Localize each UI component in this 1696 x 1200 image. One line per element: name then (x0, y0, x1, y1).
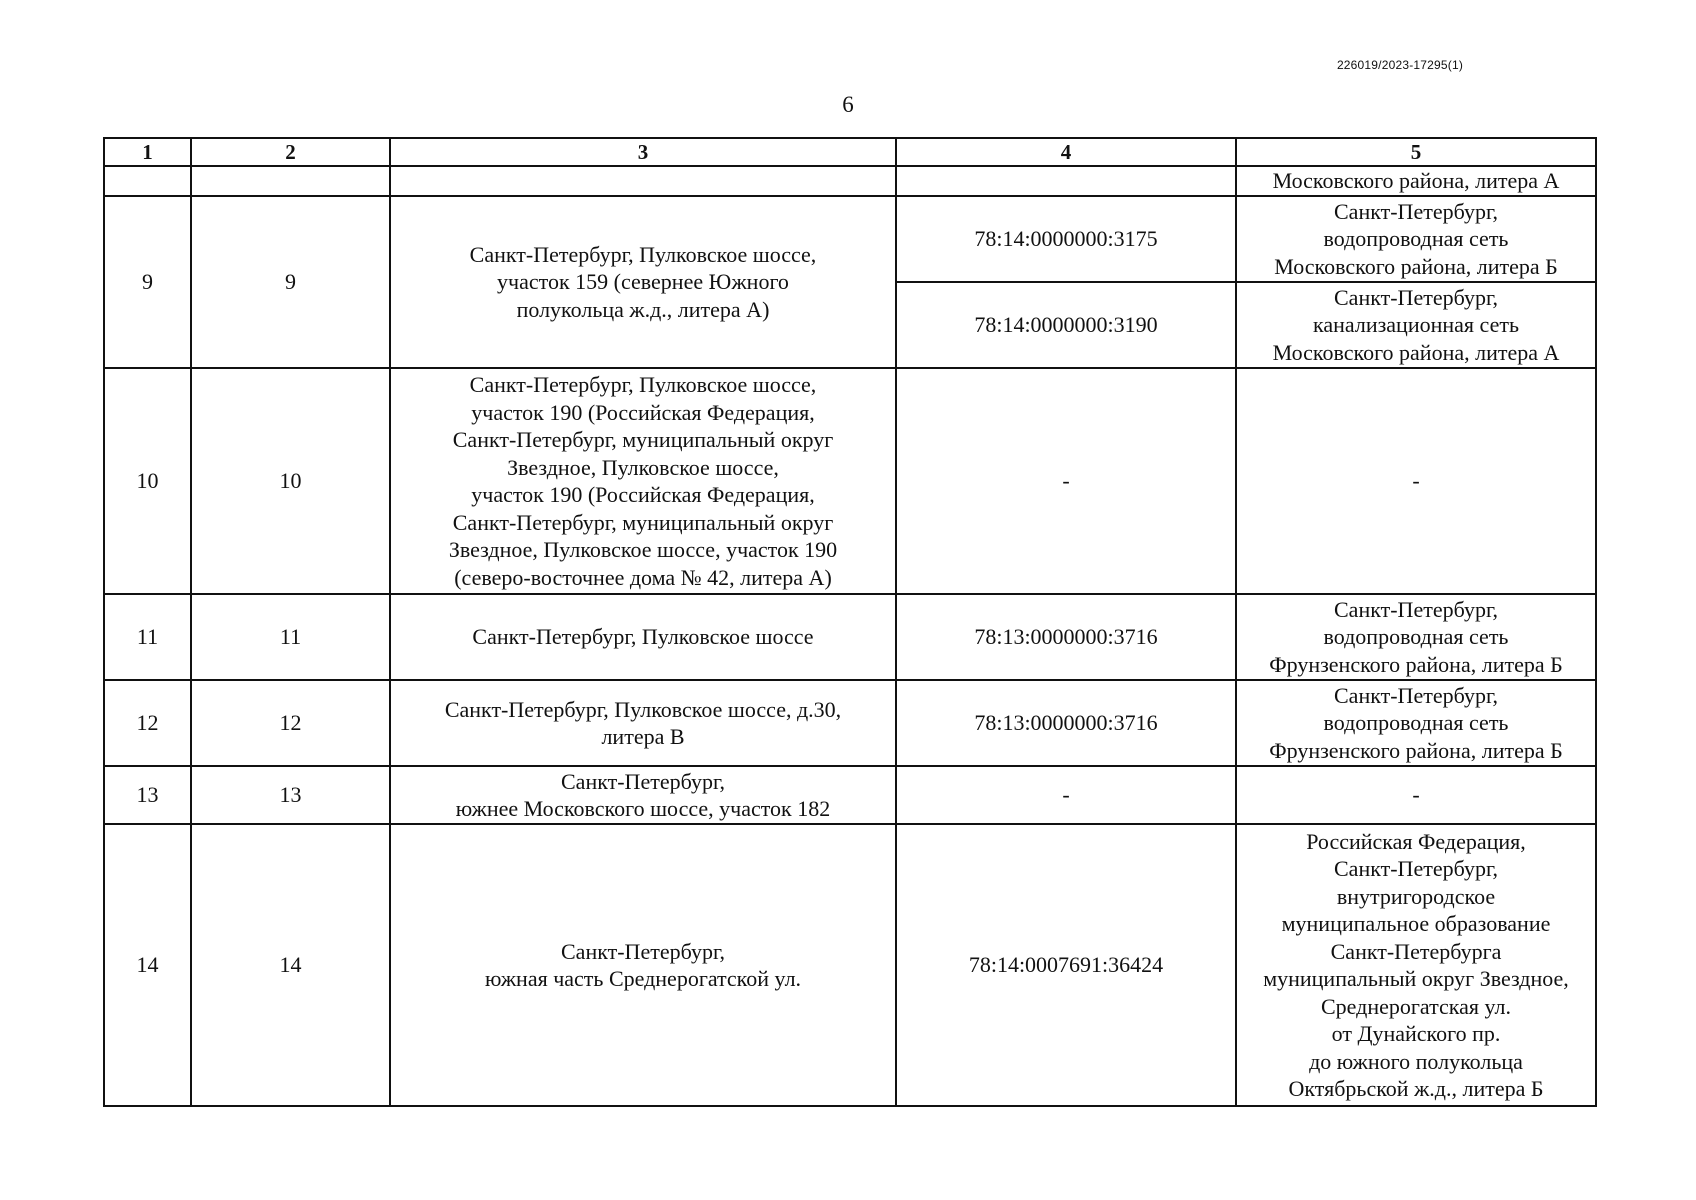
cell-cadastral-number (896, 166, 1236, 196)
header-col-5: 5 (1236, 138, 1596, 166)
header-col-4: 4 (896, 138, 1236, 166)
table-row (104, 594, 1596, 680)
cell-address: Санкт-Петербург, Пулковское шоссе (390, 594, 896, 680)
cell-index: 13 (191, 766, 390, 824)
cell-description: Санкт-Петербург, водопроводная сеть Фрунзенского района, литера Б (1236, 594, 1596, 680)
cell-description: Российская Федерация, Санкт-Петербург, внутригородское муниципальное образование Санкт-Петербурга муниципальный округ Звездное, Среднерогатская ул. от Дунайского пр. до южного полукольца Октябрьской ж.д., литера Б (1236, 824, 1596, 1106)
registry-table (103, 137, 1597, 1107)
cell-cadastral-number: 78:13:0000000:3716 (896, 680, 1236, 766)
table-header (104, 138, 1596, 166)
cell-index: 10 (191, 368, 390, 594)
table-row (104, 368, 1596, 594)
cell-cadastral-number: - (896, 368, 1236, 594)
cell-cadastral-number: - (896, 766, 1236, 824)
cell-description: Санкт-Петербург, канализационная сеть Московского района, литера А (1236, 282, 1596, 368)
cell-cadastral-number: 78:13:0000000:3716 (896, 594, 1236, 680)
cell-description: Санкт-Петербург, водопроводная сеть Московского района, литера Б (1236, 196, 1596, 282)
cell-number: 13 (104, 766, 191, 824)
cell-index: 9 (191, 196, 390, 368)
header-col-1: 1 (104, 138, 191, 166)
header-col-2: 2 (191, 138, 390, 166)
cell-cadastral-number: 78:14:0007691:36424 (896, 824, 1236, 1106)
cell-cadastral-number: 78:14:0000000:3175 (896, 196, 1236, 282)
table-row (104, 680, 1596, 766)
cell-description: - (1236, 766, 1596, 824)
header-row (104, 138, 1596, 166)
table-row (104, 766, 1596, 824)
cell-number: 11 (104, 594, 191, 680)
cell-index (191, 166, 390, 196)
cell-index: 12 (191, 680, 390, 766)
cell-cadastral-number: 78:14:0000000:3190 (896, 282, 1236, 368)
document-reference-number: 226019/2023-17295(1) (1336, 58, 1464, 72)
cell-address: Санкт-Петербург, Пулковское шоссе, участок 159 (севернее Южного полукольца ж.д., литера А) (390, 196, 896, 368)
table-body (104, 166, 1596, 1106)
cell-description: Санкт-Петербург, водопроводная сеть Фрунзенского района, литера Б (1236, 680, 1596, 766)
cell-number: 12 (104, 680, 191, 766)
cell-address: Санкт-Петербург, Пулковское шоссе, участок 190 (Российская Федерация, Санкт-Петербург, муниципальный округ Звездное, Пулковское шоссе, участок 190 (Российская Федерация, Санкт-Петербург, муниципальный округ Звездное, Пулковское шоссе, участок 190 (северо-восточнее дома № 42, литера А) (390, 368, 896, 594)
cell-address: Санкт-Петербург, южная часть Среднерогатской ул. (390, 824, 896, 1106)
table-row (104, 824, 1596, 1106)
cell-description: Московского района, литера А (1236, 166, 1596, 196)
cell-number: 9 (104, 196, 191, 368)
cell-number (104, 166, 191, 196)
table-row (104, 196, 1596, 282)
cell-address (390, 166, 896, 196)
cell-description: - (1236, 368, 1596, 594)
cell-number: 10 (104, 368, 191, 594)
cell-index: 14 (191, 824, 390, 1106)
cell-index: 11 (191, 594, 390, 680)
cell-address: Санкт-Петербург, Пулковское шоссе, д.30, литера В (390, 680, 896, 766)
cell-address: Санкт-Петербург, южнее Московского шоссе, участок 182 (390, 766, 896, 824)
table-row-continuation (104, 166, 1596, 196)
header-col-3: 3 (390, 138, 896, 166)
cell-number: 14 (104, 824, 191, 1106)
page-number: 6 (842, 92, 854, 117)
